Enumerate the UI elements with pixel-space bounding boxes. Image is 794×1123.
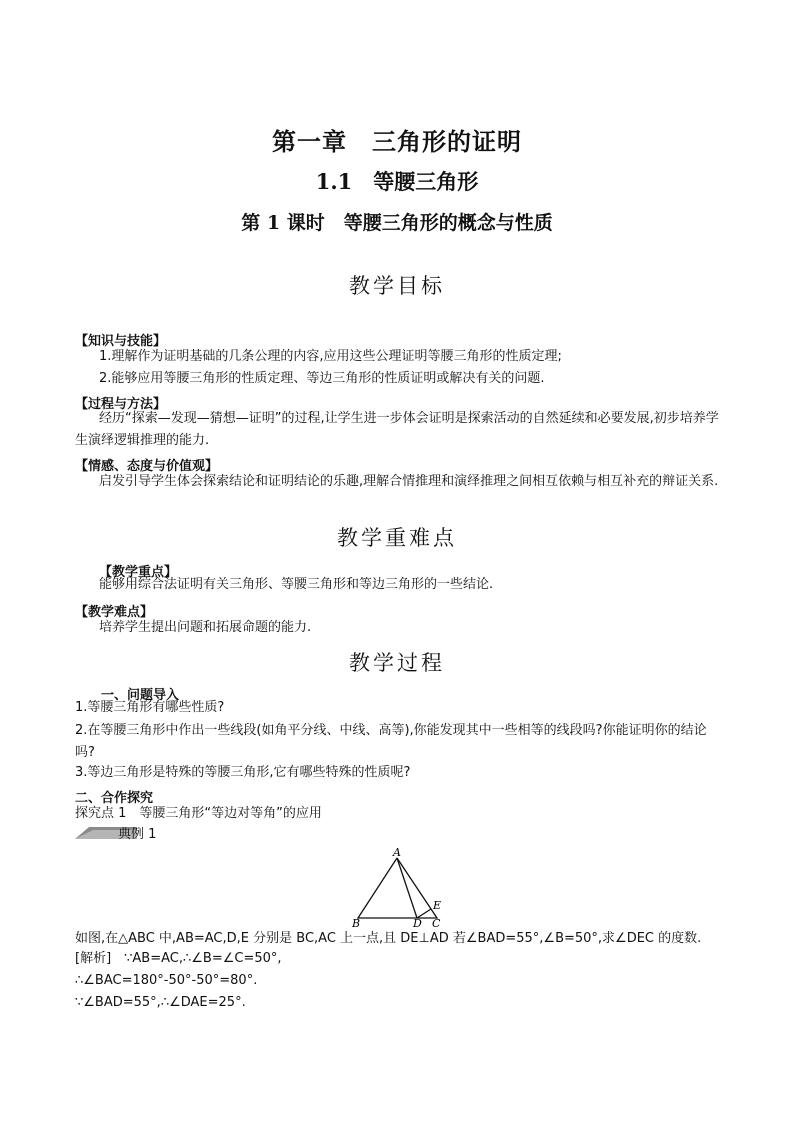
emotion-header: 【情感、态度与价值观】 bbox=[75, 459, 219, 474]
solution-line-3: ∵∠BAD=55°,∴∠DAE=25°. bbox=[75, 995, 246, 1010]
chapter-title: 第一章 三角形的证明 bbox=[272, 127, 522, 156]
label-b: B bbox=[352, 917, 361, 928]
process-heading: 教学过程 bbox=[349, 651, 445, 675]
difficulty-text: 培养学生提出问题和拓展命题的能力. bbox=[99, 620, 312, 635]
keypoints-heading: 教学重难点 bbox=[337, 526, 457, 550]
solution-line-1: [解析] ∵AB=AC,∴∠B=∠C=50°, bbox=[75, 951, 282, 966]
label-e: E bbox=[433, 899, 442, 912]
solution-line-2: ∴∠BAC=180°-50°-50°=80°. bbox=[75, 973, 258, 988]
question-2: 2.在等腰三角形中作出一些线段(如角平分线、中线、高等),你能发现其中一些相等的线段吗?你能证明你的结论吗? bbox=[75, 723, 707, 760]
lesson-title: 第 1 课时 等腰三角形的概念与性质 bbox=[241, 212, 553, 234]
part1-heading: 一、问题导入 bbox=[101, 688, 180, 703]
question-3: 3.等边三角形是特殊的等腰三角形,它有哪些特殊的性质呢? bbox=[75, 765, 411, 780]
label-a: A bbox=[393, 846, 401, 859]
example-label: 典例 1 bbox=[118, 827, 157, 842]
explore-point: 探究点 1 等腰三角形“等边对等角”的应用 bbox=[75, 806, 322, 821]
label-d: D bbox=[413, 917, 422, 928]
difficulty-header: 【教学难点】 bbox=[75, 605, 154, 620]
triangle-figure bbox=[340, 846, 450, 928]
emotion-text: 启发引导学生体会探索结论和证明结论的乐趣,理解合情推理和演绎推理之间相互依赖与相互补充的辩证关系. bbox=[99, 474, 719, 489]
focus-header: 【教学重点】 bbox=[99, 565, 178, 580]
label-c: C bbox=[432, 917, 441, 928]
objectives-heading: 教学目标 bbox=[349, 274, 445, 298]
knowledge-item-1: 1.理解作为证明基础的几条公理的内容,应用这些公理证明等腰三角形的性质定理; bbox=[99, 349, 562, 364]
process-text: 经历“探索—发现—猜想—证明”的过程,让学生进一步体会证明是探索活动的自然延续和必要发展,初步培养学生演绎逻辑推理的能力. bbox=[75, 411, 719, 448]
example-problem: 如图,在△ABC 中,AB=AC,D,E 分别是 BC,AC 上一点,且 DE⊥AD 若∠BAD=55°,∠B=50°,求∠DEC 的度数. bbox=[75, 931, 702, 946]
process-header: 【过程与方法】 bbox=[75, 397, 167, 412]
knowledge-item-2: 2.能够应用等腰三角形的性质定理、等边三角形的性质证明或解决有关的问题. bbox=[99, 371, 545, 386]
question-1: 1.等腰三角形有哪些性质? bbox=[75, 700, 225, 715]
part2-heading: 二、合作探究 bbox=[75, 791, 154, 806]
knowledge-header: 【知识与技能】 bbox=[75, 334, 167, 349]
section-title: 1.1 等腰三角形 bbox=[315, 169, 479, 194]
focus-text: 能够用综合法证明有关三角形、等腰三角形和等边三角形的一些结论. bbox=[99, 577, 494, 592]
